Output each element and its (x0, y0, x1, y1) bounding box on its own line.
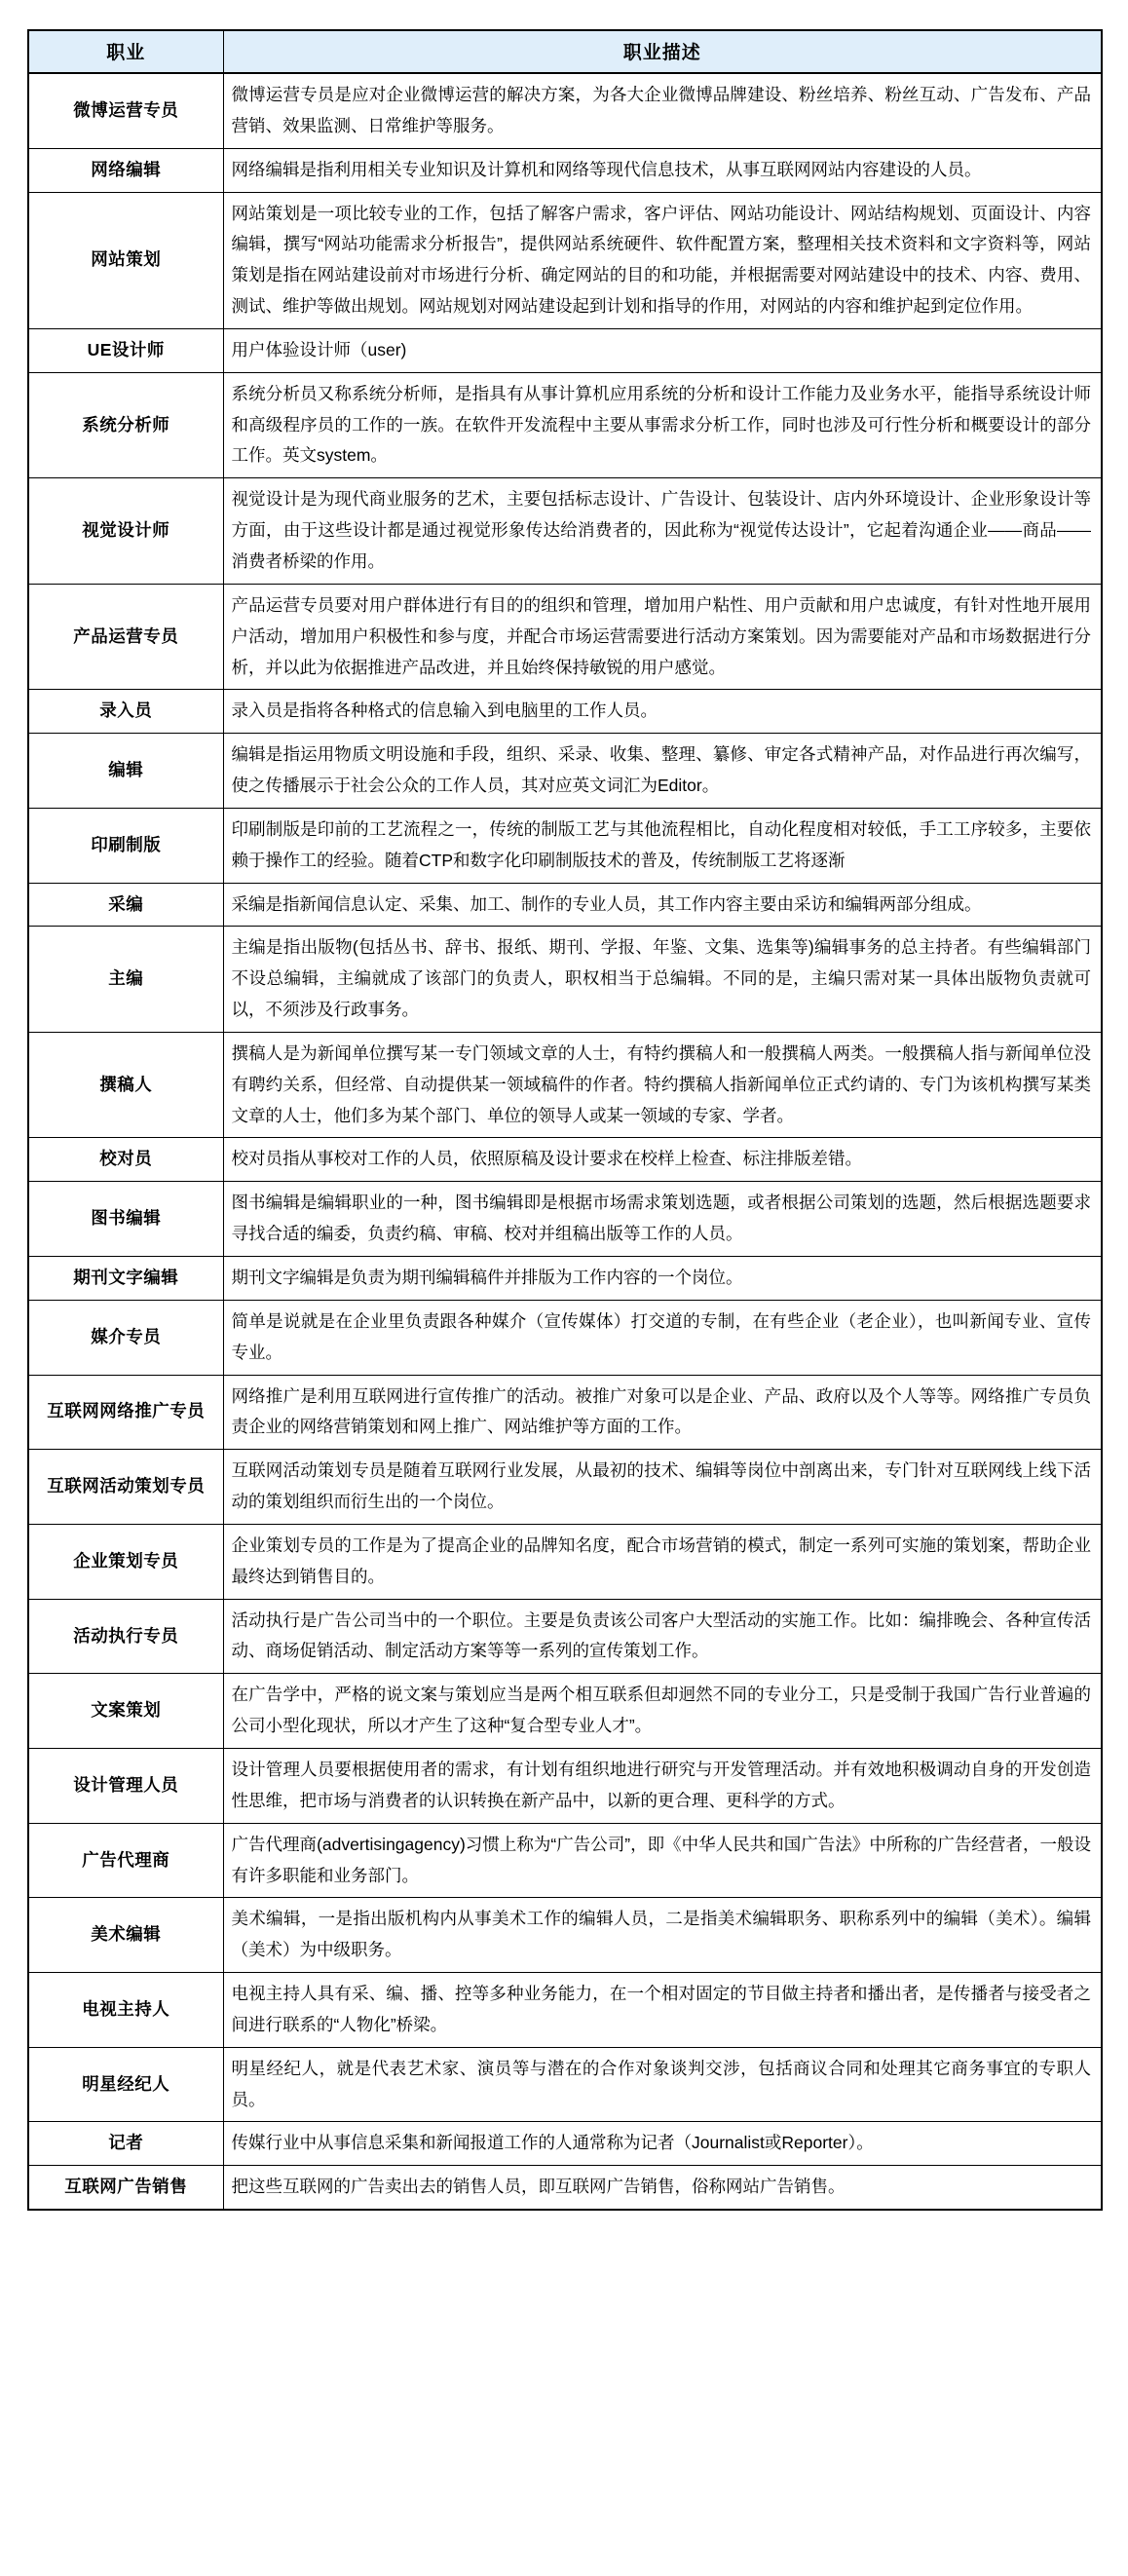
cell-occupation-description (223, 1599, 1102, 1674)
cell-occupation-name: 网络编辑 (28, 148, 223, 192)
cell-occupation-description (223, 808, 1102, 883)
table-row (28, 1300, 1102, 1375)
cell-occupation-description (223, 927, 1102, 1033)
occupation-description-text: 采编是指新闻信息认定、采集、加工、制作的专业人员，其工作内容主要由采访和编辑两部分组成。 (231, 893, 982, 914)
table-row (28, 372, 1102, 478)
occupation-description-text: 活动执行是广告公司当中的一个职位。主要是负责该公司客户大型活动的实施工作。比如：编排晚会、各种宣传活动、商场促销活动、制定活动方案等等一系列的宣传策划工作。 (231, 1610, 1091, 1661)
cell-occupation-name: 撰稿人 (28, 1032, 223, 1138)
occupation-description-text: 把这些互联网的广告卖出去的销售人员，即互联网广告销售，俗称网站广告销售。 (231, 2177, 846, 2197)
cell-occupation-name: 录入员 (28, 690, 223, 734)
table-row (28, 1674, 1102, 1749)
occupation-description-text: 电视主持人具有采、编、播、控等多种业务能力，在一个相对固定的节目做主持者和播出者，是传播者与接受者之间进行联系的“人物化”桥梁。 (231, 1984, 1091, 2034)
cell-occupation-name: 图书编辑 (28, 1182, 223, 1257)
table-row (28, 73, 1102, 148)
table-row (28, 1182, 1102, 1257)
occupation-description-text: 期刊文字编辑是负责为期刊编辑稿件并排版为工作内容的一个岗位。 (231, 1268, 743, 1287)
table-row (28, 148, 1102, 192)
cell-occupation-name: 互联网活动策划专员 (28, 1450, 223, 1525)
occupation-description-text: 校对员指从事校对工作的人员，依照原稿及设计要求在校样上检查、标注排版差错。 (231, 1149, 862, 1169)
occupation-description-text: 视觉设计是为现代商业服务的艺术，主要包括标志设计、广告设计、包装设计、店内外环境设计、企业形象设计等方面，由于这些设计都是通过视觉形象传达给消费者的，因此称为“视觉传达设计”，它起着沟通企业——商品——消费者桥梁的作用。 (231, 489, 1091, 571)
occupation-description-text: 网站策划是一项比较专业的工作，包括了解客户需求，客户评估、网站功能设计、网站结构规划、页面设计、内容编辑，撰写“网站功能需求分析报告”，提供网站系统硬件、软件配置方案，整理相关技术资料和文字资料等，网站策划是指在网站建设前对市场进行分析、确定网站的目的和功能，并根据需要对网站建设中的技术、内容、费用、测试、维护等做出规划。网站规划对网站建设起到计划和指导的作用，对网站的内容和维护起到定位作用。 (231, 203, 1091, 317)
cell-occupation-name: 企业策划专员 (28, 1524, 223, 1599)
occupation-description-text: 企业策划专员的工作是为了提高企业的品牌知名度，配合市场营销的模式，制定一系列可实施的策划案，帮助企业最终达到销售目的。 (231, 1534, 1091, 1586)
cell-occupation-description (223, 1823, 1102, 1898)
cell-occupation-description (223, 192, 1102, 328)
occupation-table (27, 29, 1103, 2211)
table-row (28, 1375, 1102, 1450)
cell-occupation-name: 印刷制版 (28, 808, 223, 883)
cell-occupation-description (223, 478, 1102, 585)
table-row (28, 328, 1102, 372)
cell-occupation-name: 明星经纪人 (28, 2047, 223, 2122)
cell-occupation-description (223, 1674, 1102, 1749)
cell-occupation-description (223, 734, 1102, 809)
cell-occupation-description (223, 328, 1102, 372)
cell-occupation-description (223, 1973, 1102, 2048)
occupation-description-text: 广告代理商(advertisingagency)习惯上称为“广告公司”，即《中华人民共和国广告法》中所称的广告经营者，一般设有许多职能和业务部门。 (231, 1834, 1091, 1885)
table-row (28, 808, 1102, 883)
occupation-description-text: 明星经纪人，就是代表艺术家、演员等与潜在的合作对象谈判交涉，包括商议合同和处理其它商务事宜的专职人员。 (231, 2058, 1091, 2109)
cell-occupation-name: 记者 (28, 2122, 223, 2166)
cell-occupation-description (223, 1524, 1102, 1599)
table-row (28, 1138, 1102, 1182)
cell-occupation-description (223, 148, 1102, 192)
table-row (28, 1450, 1102, 1525)
cell-occupation-name: 校对员 (28, 1138, 223, 1182)
cell-occupation-name: 电视主持人 (28, 1973, 223, 2048)
cell-occupation-description (223, 2166, 1102, 2210)
cell-occupation-description (223, 2122, 1102, 2166)
cell-occupation-description (223, 584, 1102, 690)
cell-occupation-name: 视觉设计师 (28, 478, 223, 585)
cell-occupation-name: 设计管理人员 (28, 1748, 223, 1823)
cell-occupation-name: 媒介专员 (28, 1300, 223, 1375)
cell-occupation-description (223, 883, 1102, 927)
occupation-description-text: 图书编辑是编辑职业的一种，图书编辑即是根据市场需求策划选题，或者根据公司策划的选题，然后根据选题要求寻找合适的编委，负责约稿、审稿、校对并组稿出版等工作的人员。 (231, 1193, 1091, 1244)
table-row (28, 2166, 1102, 2210)
table-row (28, 1257, 1102, 1301)
table-row (28, 1748, 1102, 1823)
table-row (28, 734, 1102, 809)
occupation-description-text: 美术编辑，一是指出版机构内从事美术工作的编辑人员，二是指美术编辑职务、职称系列中的编辑（美术）。编辑（美术）为中级职务。 (231, 1909, 1091, 1960)
occupation-description-text: 在广告学中，严格的说文案与策划应当是两个相互联系但却迥然不同的专业分工，只是受制于我国广告行业普遍的公司小型化现状，所以才产生了这种“复合型专业人才”。 (231, 1685, 1091, 1736)
table-row (28, 883, 1102, 927)
cell-occupation-description (223, 1748, 1102, 1823)
table-row (28, 192, 1102, 328)
cell-occupation-description (223, 1300, 1102, 1375)
cell-occupation-name: 活动执行专员 (28, 1599, 223, 1674)
occupation-description-text: 简单是说就是在企业里负责跟各种媒介（宣传媒体）打交道的专制，在有些企业（老企业），也叫新闻专业、宣传专业。 (231, 1310, 1091, 1362)
cell-occupation-description (223, 1138, 1102, 1182)
cell-occupation-name: UE设计师 (28, 328, 223, 372)
occupation-description-text: 设计管理人员要根据使用者的需求，有计划有组织地进行研究与开发管理活动。并有效地积极调动自身的开发创造性思维，把市场与消费者的认识转换在新产品中，以新的更合理、更科学的方式。 (231, 1759, 1091, 1810)
cell-occupation-description (223, 372, 1102, 478)
cell-occupation-name: 网站策划 (28, 192, 223, 328)
table-row (28, 1032, 1102, 1138)
cell-occupation-description (223, 73, 1102, 148)
table-row (28, 584, 1102, 690)
cell-occupation-name: 互联网网络推广专员 (28, 1375, 223, 1450)
cell-occupation-name: 系统分析师 (28, 372, 223, 478)
table-row (28, 927, 1102, 1033)
occupation-description-text: 网络推广是利用互联网进行宣传推广的活动。被推广对象可以是企业、产品、政府以及个人等等。网络推广专员负责企业的网络营销策划和网上推广、网站维护等方面的工作。 (231, 1385, 1091, 1437)
table-header-row (28, 30, 1102, 73)
cell-occupation-description (223, 1450, 1102, 1525)
cell-occupation-description (223, 1032, 1102, 1138)
column-header-description: 职业描述 (223, 30, 1102, 73)
cell-occupation-name: 美术编辑 (28, 1898, 223, 1973)
table-body (28, 73, 1102, 2210)
cell-occupation-name: 广告代理商 (28, 1823, 223, 1898)
occupation-description-text: 印刷制版是印前的工艺流程之一，传统的制版工艺与其他流程相比，自动化程度相对较低，手工工序较多，主要依赖于操作工的经验。随着CTP和数字化印刷制版技术的普及，传统制版工艺将逐渐 (231, 818, 1091, 870)
occupation-description-text: 录入员是指将各种格式的信息输入到电脑里的工作人员。 (231, 701, 658, 721)
table-row (28, 478, 1102, 585)
cell-occupation-description (223, 1182, 1102, 1257)
cell-occupation-name: 采编 (28, 883, 223, 927)
occupation-description-text: 编辑是指运用物质文明设施和手段，组织、采录、收集、整理、纂修、审定各式精神产品，对作品进行再次编写，使之传播展示于社会公众的工作人员，其对应英文词汇为Editor。 (231, 744, 1091, 796)
table-row (28, 2047, 1102, 2122)
cell-occupation-name: 互联网广告销售 (28, 2166, 223, 2210)
cell-occupation-description (223, 2047, 1102, 2122)
occupation-description-text: 产品运营专员要对用户群体进行有目的的组织和管理，增加用户粘性、用户贡献和用户忠诚度，有针对性地开展用户活动，增加用户积极性和参与度，并配合市场运营需要进行活动方案策划。因为需要能对产品和市场数据进行分析，并以此为依据推进产品改进，并且始终保持敏锐的用户感觉。 (231, 594, 1091, 677)
cell-occupation-name: 主编 (28, 927, 223, 1033)
table-row (28, 1599, 1102, 1674)
cell-occupation-name: 微博运营专员 (28, 73, 223, 148)
cell-occupation-name: 编辑 (28, 734, 223, 809)
table-row (28, 1973, 1102, 2048)
cell-occupation-name: 文案策划 (28, 1674, 223, 1749)
occupation-description-text: 网络编辑是指利用相关专业知识及计算机和网络等现代信息技术，从事互联网网站内容建设的人员。 (231, 159, 982, 179)
occupation-description-text: 撰稿人是为新闻单位撰写某一专门领域文章的人士，有特约撰稿人和一般撰稿人两类。一般撰稿人指与新闻单位没有聘约关系，但经常、自动提供某一领域稿件的作者。特约撰稿人指新闻单位正式约请的、专门为该机构撰写某类文章的人士，他们多为某个部门、单位的领导人或某一领域的专家、学者。 (231, 1042, 1091, 1125)
cell-occupation-description (223, 690, 1102, 734)
occupation-description-text: 主编是指出版物(包括丛书、辞书、报纸、期刊、学报、年鉴、文集、选集等)编辑事务的总主持者。有些编辑部门不设总编辑，主编就成了该部门的负责人，职权相当于总编辑。不同的是，主编只需对某一具体出版物负责就可以，不须涉及行政事务。 (231, 937, 1091, 1020)
occupation-description-text: 传媒行业中从事信息采集和新闻报道工作的人通常称为记者（Journalist或Reporter）。 (231, 2133, 874, 2153)
table-row (28, 1898, 1102, 1973)
cell-occupation-description (223, 1898, 1102, 1973)
cell-occupation-description (223, 1257, 1102, 1301)
occupation-description-text: 用户体验设计师（user) (231, 339, 407, 360)
cell-occupation-name: 期刊文字编辑 (28, 1257, 223, 1301)
table-row (28, 2122, 1102, 2166)
occupation-description-text: 微博运营专员是应对企业微博运营的解决方案，为各大企业微博品牌建设、粉丝培养、粉丝互动、广告发布、产品营销、效果监测、日常维护等服务。 (231, 85, 1091, 135)
table-row (28, 690, 1102, 734)
table-row (28, 1823, 1102, 1898)
occupation-description-text: 互联网活动策划专员是随着互联网行业发展，从最初的技术、编辑等岗位中剖离出来，专门针对互联网线上线下活动的策划组织而衍生出的一个岗位。 (231, 1460, 1091, 1512)
column-header-occupation: 职业 (28, 30, 223, 73)
cell-occupation-description (223, 1375, 1102, 1450)
table-header (28, 30, 1102, 73)
occupation-description-text: 系统分析员又称系统分析师，是指具有从事计算机应用系统的分析和设计工作能力及业务水平，能指导系统设计师和高级程序员的工作的一族。在软件开发流程中主要从事需求分析工作，同时也涉及可行性分析和概要设计的部分工作。英文system。 (231, 383, 1091, 466)
cell-occupation-name: 产品运营专员 (28, 584, 223, 690)
table-row (28, 1524, 1102, 1599)
